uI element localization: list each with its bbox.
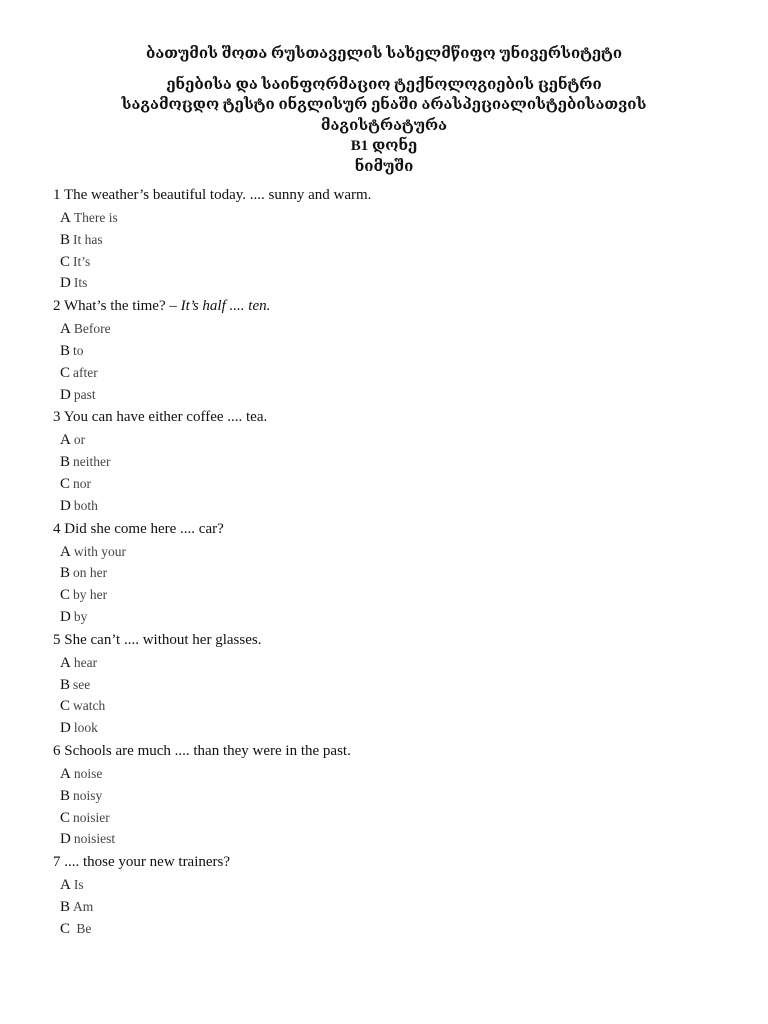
question-stem: The weather’s beautiful today. .... sunny and warm. (63, 187, 372, 203)
option-letter: C (60, 587, 71, 604)
question-stem: .... those your new trainers? (64, 854, 231, 871)
option-letter: C (60, 698, 71, 715)
option-letter: C (60, 364, 71, 381)
question-number: 5 (53, 631, 61, 648)
option-text: both (73, 497, 98, 513)
option-text: on her (73, 565, 108, 581)
option-letter: D (60, 497, 71, 514)
option-d[interactable] (53, 384, 753, 406)
option-d[interactable] (53, 495, 753, 517)
option-letter: D (60, 386, 71, 403)
option-text: noisiest (73, 831, 116, 847)
option-c[interactable] (53, 695, 753, 717)
question-7 (53, 850, 753, 939)
option-text: hear (73, 654, 98, 670)
option-text: look (73, 720, 98, 736)
question-number: 4 (53, 520, 61, 537)
question-2 (53, 294, 753, 405)
test-title: საგამოცდო ტესტი ინგლისურ ენაში არასპეციალისტებისათვის (121, 97, 647, 113)
option-b[interactable] (53, 451, 753, 473)
center-name: ენებისა და საინფორმაციო ტექნოლოგიების ცენტრი (166, 76, 602, 93)
option-b[interactable] (53, 896, 753, 918)
option-letter: D (60, 608, 71, 625)
option-letter: B (60, 565, 71, 582)
option-letter: D (60, 831, 71, 848)
option-c[interactable] (53, 473, 753, 495)
question-stem: Schools are much .... than they were in the past. (64, 742, 351, 759)
option-b[interactable] (53, 562, 753, 584)
option-b[interactable] (53, 785, 753, 807)
option-text: past (73, 386, 96, 402)
question-text (53, 739, 753, 763)
question-text (53, 294, 753, 318)
option-text: after (73, 364, 98, 380)
question-number: 7 (53, 854, 61, 871)
option-text: noisy (73, 787, 103, 803)
option-a[interactable] (53, 541, 753, 563)
option-letter: B (60, 342, 71, 359)
question-stem: She can’t .... without her glasses. (64, 631, 262, 648)
option-a[interactable] (53, 652, 753, 674)
option-text: There is (73, 210, 118, 225)
question-list (53, 183, 753, 940)
option-letter: A (60, 654, 71, 671)
option-c[interactable] (53, 807, 753, 829)
language-level: B1 დონე (350, 138, 418, 154)
option-letter: A (60, 877, 71, 894)
option-letter: B (60, 676, 71, 693)
option-letter: B (60, 231, 71, 248)
option-text: by (73, 608, 88, 624)
option-text: Before (73, 321, 111, 337)
option-text: It’s (73, 253, 91, 269)
question-3 (53, 405, 753, 516)
option-text: Am (73, 898, 94, 914)
option-c[interactable] (53, 362, 753, 384)
option-a[interactable] (53, 874, 753, 896)
option-letter: B (60, 898, 71, 915)
question-stem: Did she come here .... car? (64, 520, 224, 537)
option-text: nor (73, 475, 92, 491)
question-number: 1 (53, 187, 61, 203)
question-number: 2 (53, 298, 61, 315)
option-a[interactable] (53, 763, 753, 785)
question-text (53, 628, 753, 652)
question-number: 3 (53, 409, 61, 426)
question-stem-italic: It’s half .... ten. (180, 298, 271, 315)
option-text: to (73, 342, 84, 358)
option-c[interactable] (53, 584, 753, 606)
option-letter: D (60, 720, 71, 737)
option-letter: A (60, 432, 71, 449)
option-text: Be (73, 920, 92, 936)
option-a[interactable] (53, 207, 753, 229)
question-5 (53, 628, 753, 739)
option-letter: C (60, 809, 71, 826)
option-text: It has (73, 231, 103, 247)
document-header (0, 44, 768, 177)
university-name: ბათუმის შოთა რუსთაველის სახელმწიფო უნივერსიტეტი (145, 46, 623, 62)
option-letter: B (60, 454, 71, 471)
option-c[interactable] (53, 251, 753, 273)
option-text: noise (73, 765, 103, 781)
option-b[interactable] (53, 340, 753, 362)
option-a[interactable] (53, 429, 753, 451)
question-stem: You can have either coffee .... tea. (63, 409, 268, 426)
option-letter: A (60, 210, 71, 226)
option-text: by her (73, 587, 108, 603)
question-stem: What’s the time? – (63, 298, 181, 315)
option-d[interactable] (53, 606, 753, 628)
option-text: neither (73, 454, 111, 470)
option-text: watch (73, 698, 106, 714)
option-letter: C (60, 475, 71, 492)
option-a[interactable] (53, 318, 753, 340)
question-6 (53, 739, 753, 850)
option-letter: A (60, 321, 71, 338)
option-letter: A (60, 543, 71, 560)
question-4 (53, 517, 753, 628)
option-letter: C (60, 253, 71, 270)
option-b[interactable] (53, 674, 753, 696)
sample-label: ნიმუში (354, 158, 414, 175)
option-text: Its (73, 275, 88, 291)
question-text (53, 183, 753, 207)
question-1 (53, 183, 753, 294)
option-text: with your (73, 543, 126, 559)
option-d[interactable] (53, 828, 753, 850)
option-d[interactable] (53, 717, 753, 739)
option-text: Is (73, 877, 84, 893)
option-text: or (73, 432, 86, 448)
question-text (53, 405, 753, 429)
question-text (53, 517, 753, 541)
option-text: noisier (73, 809, 110, 825)
option-text: see (73, 676, 91, 692)
question-number: 6 (53, 742, 61, 759)
program-level: მაგისტრატურა (320, 117, 448, 134)
option-letter: B (60, 787, 71, 804)
option-letter: A (60, 765, 71, 782)
option-letter: C (60, 920, 71, 937)
question-text (53, 850, 753, 874)
option-d[interactable] (53, 272, 753, 294)
option-c[interactable] (53, 918, 753, 940)
option-letter: D (60, 275, 71, 292)
option-b[interactable] (53, 229, 753, 251)
